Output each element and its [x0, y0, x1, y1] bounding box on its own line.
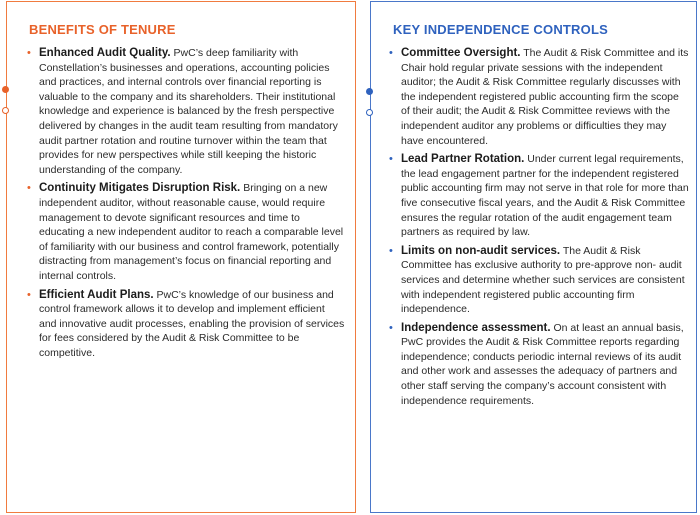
item-text: The Audit & Risk Committee has exclusive authority to pre-approve non- audit services and determine whether such services are consistent with independent registered public accounting firm independence.: [401, 244, 685, 316]
accent-ring-icon: [2, 107, 9, 114]
item-heading: Continuity Mitigates Disruption Risk.: [39, 182, 241, 195]
accent-ring-icon: [366, 109, 373, 116]
accent-dot-icon: [2, 86, 9, 93]
list-item: [385, 152, 689, 240]
item-heading: Committee Oversight.: [401, 47, 521, 59]
bullet-icon: •: [389, 153, 393, 166]
list-item: [23, 288, 345, 361]
benefits-title: BENEFITS OF TENURE: [29, 22, 176, 37]
item-text: Under current legal requirements, the lead engagement partner for the independent registered public accounting firm may not serve in that role for more than five consecutive fiscal years, and the Audit & Risk Committee ensures the regular rotation of the audit engagement team partners as required by law.: [401, 153, 689, 239]
bullet-icon: •: [27, 288, 31, 301]
item-heading: Independence assessment.: [401, 321, 551, 334]
item-text: PwC’s knowledge of our business and control framework allows it to develop and implement efficient and innovative audit processes, enabling the provision of services for fees considered by the Audit & Risk Committee to be competitive.: [39, 288, 345, 359]
bullet-icon: •: [27, 47, 31, 59]
item-text: On at least an annual basis, PwC provides the Audit & Risk Committee reports regarding independence; conducts periodic internal reviews of its audit and other work and assesses the adequacy of partners and other staff serving the company’s account consistent with independence requirements.: [401, 321, 684, 407]
item-heading: Efficient Audit Plans.: [39, 288, 154, 301]
item-text: PwC’s deep familiarity with Constellation’s businesses and operations, accounting policies and practices, and internal controls over financial reporting is valuable to the company and its shareholders. Their institutional knowledge and experience is balanced by the fresh perspective delivered by changes in the audit team resulting from mandatory audit partner rotation and routine turnover within the team that provides for new perspectives while still keeping the historic understanding of the company.: [39, 47, 338, 176]
item-heading: Lead Partner Rotation.: [401, 153, 525, 166]
controls-title: KEY INDEPENDENCE CONTROLS: [393, 22, 608, 37]
bullet-icon: •: [389, 321, 393, 334]
bullet-icon: •: [389, 244, 393, 257]
list-item: [385, 321, 689, 409]
item-text: Bringing on a new independent auditor, without reasonable cause, would require management to devote significant resources and time to educating a new independent auditor to reach a comparable level of familiarity with our business and control framework, potentially distracting from management’s focus on financial reporting and internal controls.: [39, 182, 344, 282]
item-heading: Enhanced Audit Quality.: [39, 47, 171, 59]
list-item: [23, 181, 345, 283]
accent-dot-icon: [366, 88, 373, 95]
controls-panel: [370, 1, 697, 513]
bullet-icon: •: [27, 182, 31, 195]
list-item: [385, 244, 689, 317]
list-item: [23, 46, 345, 177]
list-item: [385, 46, 689, 148]
item-text: The Audit & Risk Committee and its Chair hold regular private sessions with the independent auditor; the Audit & Risk Committee regularly discusses with the independent registered public accounting firm the scope of their audit; the Audit & Risk Committee reviews with the independent auditor any problems or difficulties they may have encountered.: [401, 47, 689, 147]
controls-list: [385, 46, 689, 412]
bullet-icon: •: [389, 47, 393, 59]
benefits-panel: [6, 1, 356, 513]
benefits-list: [23, 46, 345, 364]
item-heading: Limits on non-audit services.: [401, 244, 561, 257]
